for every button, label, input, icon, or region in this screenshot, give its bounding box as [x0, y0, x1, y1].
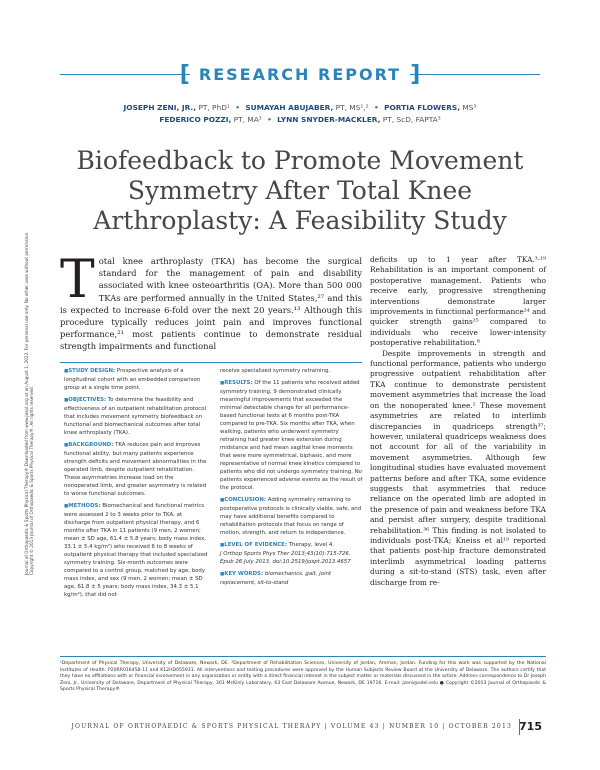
abstract-level-of-evidence [220, 541, 364, 566]
author-credentials: PT, PhD¹ [196, 103, 230, 112]
footer-journal: JOURNAL OF ORTHOPAEDIC & SPORTS PHYSICAL THERAPY [71, 723, 322, 730]
abstract-text: TKA reduces pain and improves functional ability, but many patients experience strength deficits and movement abnormalities in the operated limb, despite outpatient rehabilitation. These asymmetries increase load on the nonoperated limb, and greater asymmetry is related to worse functional outcomes. [64, 442, 207, 497]
author-separator: • [267, 115, 272, 124]
abstract-heading: ■ STUDY DESIGN: [64, 368, 115, 374]
header-rule-right [410, 74, 540, 75]
author-name: PORTIA FLOWERS, [384, 103, 461, 112]
footer-separator: | [324, 723, 328, 730]
abstract-results [220, 379, 364, 492]
abstract-key-words [220, 570, 364, 587]
abstract-heading: ■ LEVEL OF EVIDENCE: [220, 542, 287, 548]
article-title: Biofeedback to Promote Movement Symmetry After Total Knee Arthroplasty: A Feasibility Study [76, 146, 524, 235]
author-credentials: PT, MS¹,² [333, 103, 369, 112]
page-footer [60, 719, 546, 735]
intro-text: otal knee arthroplasty (TKA) has become the surgical standard for the management of pain and disability associated with knee osteoarthritis (OA). More than 500 000 TKAs are performed annually in the United States,²⁷ and this is expected to increase 6-fold over the next 20 years.¹³ Although this procedure typically reduces joint pain and improves functional performance,²¹ most patients continue to demonstrate residual strength impairments and functional [60, 256, 362, 352]
abstract-heading: ■ RESULTS: [220, 380, 253, 386]
abstract-text: Prospective analysis of a longitudinal cohort with an embedded comparison group at a single time point. [64, 368, 201, 391]
body-paragraph: deficits up to 1 year after TKA.³·¹⁹ Rehabilitation is an important component of postoperative management. Patients who receive early, progressive strengthening interventions demonstrate larger improvements in functional performance²⁴ and quicker strength gains²⁵ compared to individuals who receive lower-intensity postoperative rehabilitation.⁸ [370, 255, 546, 348]
abstract-text: Therapy, level 4. [287, 542, 334, 548]
footer-number: NUMBER 10 [389, 723, 440, 730]
author-credentials: PT, ScD, FAPTA³ [380, 115, 441, 124]
abstract-citation: J Orthop Sports Phys Ther 2013;43(10):715-726. Epub 26 July 2013. doi:10.2519/jospt.2013.4657 [220, 551, 351, 565]
intro-paragraph [60, 250, 362, 353]
footnote-rule [60, 656, 546, 657]
abstract-methods-continued [220, 367, 364, 375]
author-separator: • [235, 103, 240, 112]
body-paragraph: Despite improvements in strength and functional performance, patients who undergo progressive outpatient rehabilitation after TKA continue to demonstrate persistent movement asymmetries that increase the load on the nonoperated knee.² These movement asymmetries are related to interlimb discrepancies in quadriceps strength³⁷; however, unilateral quadriceps weakness does not account for all of the variability in movement asymmetries. Although few longitudinal studies have evaluated movement patterns before and after TKA, some evidence suggests that asymmetries that reduce reliance on the operated limb are adopted in the presence of pain and weakness before TKA and persist after surgery, despite traditional rehabilitation.³⁶ This finding is not isolated to individuals post-TKA; Kneiss et al¹⁹ reported that patients post-hip fracture demonstrated interlimb asymmetrical loading patterns during a sit-to-stand (STS) task, even after discharge from re- [370, 348, 546, 587]
author-list [60, 102, 540, 126]
author-line-2 [60, 114, 540, 126]
author-name: JOSEPH ZENI, JR., [123, 103, 197, 112]
abstract-box [60, 362, 362, 653]
abstract-background [64, 441, 208, 498]
abstract-text: Adding symmetry retraining to postoperative protocols is clinically viable, safe, and may have additional benefits compared to rehabilitation protocols that focus on range of motion, strength, and return to independence. [220, 497, 362, 536]
footnote: ¹Department of Physical Therapy, University of Delaware, Newark, DE. ²Department of Rehabilitation Sciences, University of Jordan, Amman, Jordan. Funding for this work was supported by the National Institutes of Health: P20RR016458-11 and K12HD055931. All interventions and testing procedures were approved by the Human Subjects Review Board at the University of Delaware. The authors certify that they have no affiliations with or financial involvement in any organization or entity with a direct financial interest in the subject matter or materials discussed in the article. Address correspondence to Dr Joseph Zeni, Jr., University of Delaware, Department of Physical Therapy, 301 McKinly Laboratory, 63 East Delaware Avenue, Newark, DE 19716. E-mail: jzeni@udel.edu ● Copyright ©2013 Journal of Orthopaedic & Sports Physical Therapy® [60, 661, 546, 693]
header-rule-left [60, 74, 190, 75]
abstract-heading: ■ KEY WORDS: [220, 571, 263, 577]
abstract-text: To determine the feasibility and effectiveness of an outpatient rehabilitation protocol that includes movement symmetry biofeedback on functional and biomechanical outcomes after total knee arthroplasty (TKA). [64, 397, 207, 436]
abstract-methods [64, 502, 208, 599]
abstract-text: receive specialized symmetry retraining. [220, 368, 331, 374]
author-line-1 [60, 102, 540, 114]
footer-running-head [71, 723, 512, 730]
abstract-text: Of the 11 patients who received added symmetry training, 9 demonstrated clinically meaningful improvements that exceeded the minimal detectable change for all performance-based functional tests at 6 months post-TKA compared to pre-TKA. Six months after TKA, when walking, patients who underwent symmetry retraining had greater knee extension during midstance and had mean sagittal knee moments that were more symmetrical, biphasic, and more representative of normal knee kinetics compared to patients who did not undergo symmetry training. No patients experienced adverse events as the result of the protocol. [220, 380, 363, 491]
author-name: FEDERICO POZZI, [159, 115, 232, 124]
abstract-study-design [64, 367, 208, 392]
footer-date: OCTOBER 2013 [448, 723, 512, 730]
author-name: LYNN SNYDER-MACKLER, [277, 115, 381, 124]
abstract-column-right [220, 367, 364, 591]
footer-separator: | [442, 723, 446, 730]
abstract-heading: ■ CONCLUSION: [220, 497, 266, 503]
side-notice-text: Journal of Orthopaedic & Sports Physical Therapy® Downloaded from www.jospt.org at on August 1, 2022. For personal use only. No other uses without permission. Copyright © 2013 Journal of Orthopaedic & Sports Physical Therapy®. All rights reserved. [24, 231, 35, 575]
abstract-text: biomechanics, gait, joint replacement, sit-to-stand [220, 571, 331, 586]
footer-separator: | [382, 723, 386, 730]
footer-volume: VOLUME 43 [330, 723, 380, 730]
abstract-heading: ■ METHODS: [64, 503, 101, 509]
author-credentials: MS³ [460, 103, 477, 112]
abstract-heading: ■ BACKGROUND: [64, 442, 113, 448]
abstract-column-left [64, 367, 208, 603]
section-label: RESEARCH REPORT [198, 65, 402, 84]
author-name: SUMAYAH ABUJABER, [245, 103, 334, 112]
drop-cap: T [60, 250, 95, 310]
abstract-conclusion [220, 496, 364, 537]
author-separator: • [374, 103, 379, 112]
author-credentials: PT, MA³ [231, 115, 262, 124]
section-header [0, 62, 600, 87]
body-column-right [370, 255, 546, 588]
page-number: 715 [519, 720, 542, 733]
abstract-objectives [64, 396, 208, 437]
abstract-heading: ■ OBJECTIVES: [64, 397, 106, 403]
abstract-text: Biomechanical and functional metrics were assessed 2 to 3 weeks prior to TKA, at discharge from outpatient physical therapy, and 6 months after TKA in 11 patients (9 men, 2 women; mean ± SD age, 61.4 ± 5.8 years; body mass index, 33.1 ± 5.4 kg/m²) who received 6 to 8 weeks of outpatient physical therapy that included specialized symmetry training. Six-month outcomes were compared to a control group, matched by age, body mass index, and sex (9 men, 2 women; mean ± SD age, 61.8 ± 5 years; body mass index, 34.3 ± 5.1 kg/m²), that did not [64, 503, 208, 598]
